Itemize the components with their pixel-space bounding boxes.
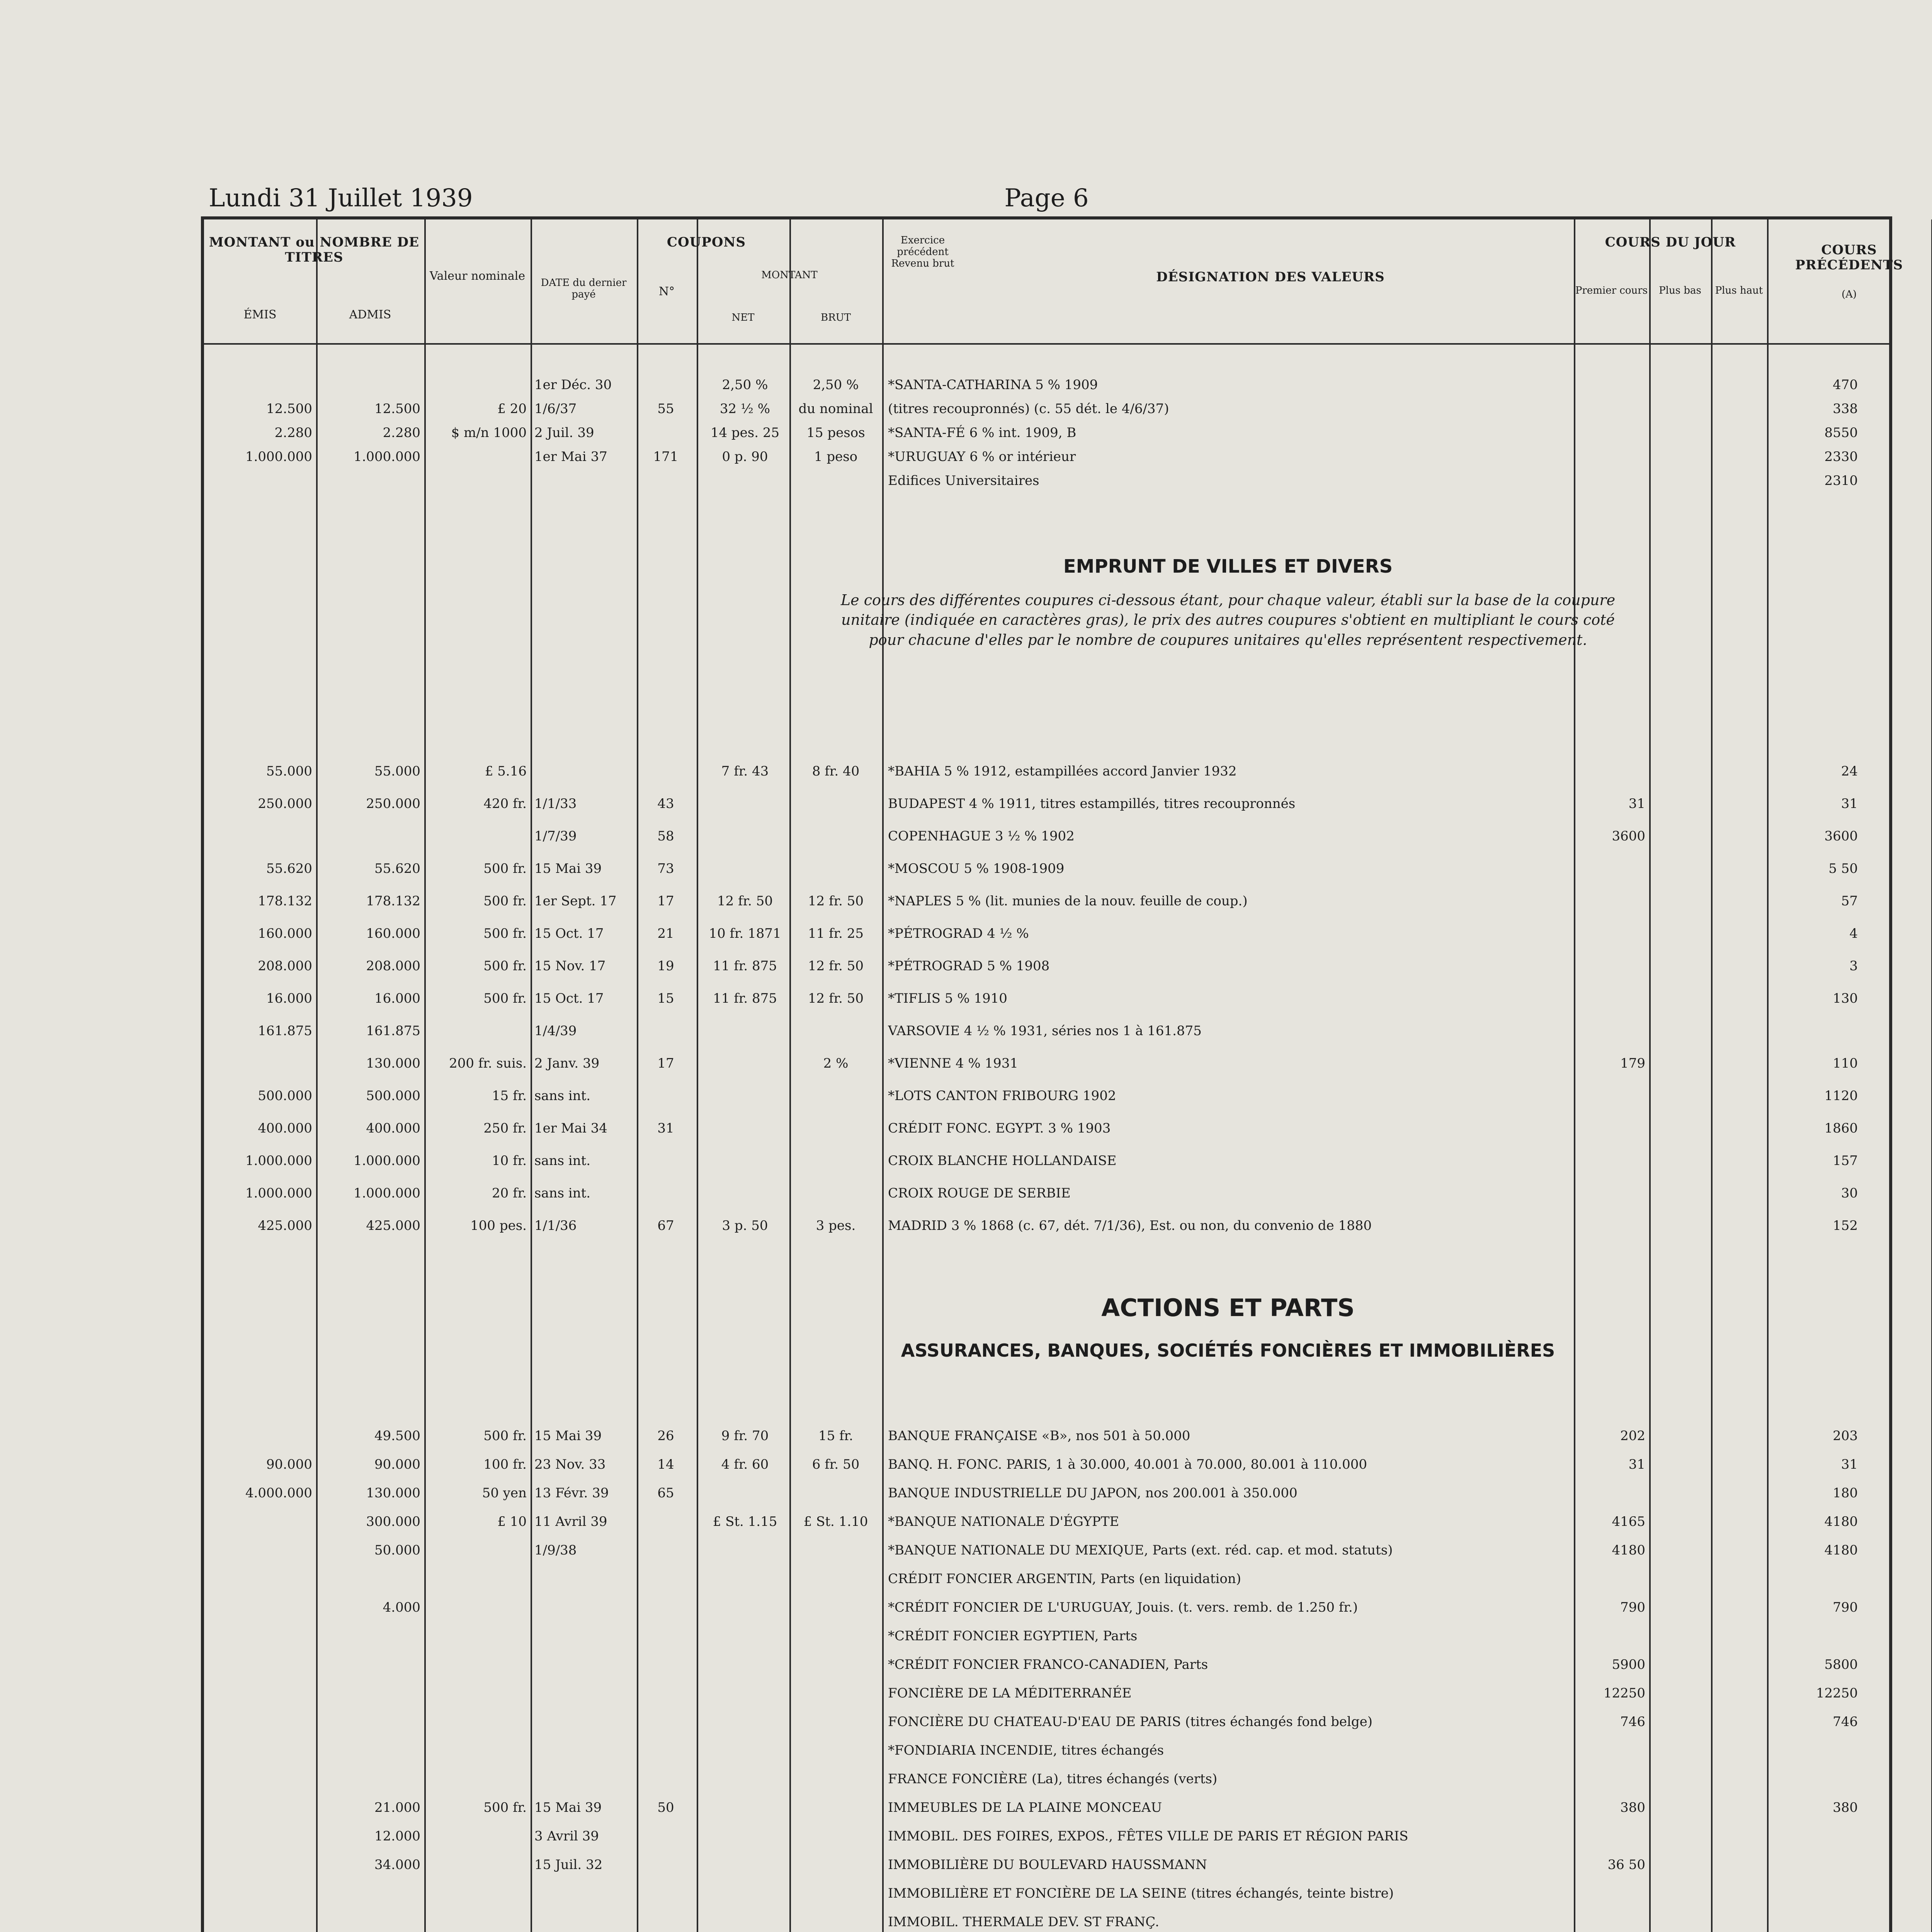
table-row xyxy=(204,1182,1889,1204)
cell-date: sans int. xyxy=(534,1153,591,1168)
cell-date: 1/1/36 xyxy=(534,1218,577,1233)
table-row xyxy=(204,1454,1889,1475)
cell-date: sans int. xyxy=(534,1088,591,1104)
cell-net: 4 fr. 60 xyxy=(721,1457,769,1472)
cell-cours-precedent: 1860 xyxy=(1824,1121,1858,1136)
cell-date: 15 Oct. 17 xyxy=(534,926,604,941)
cell-net: 2,50 % xyxy=(722,377,768,393)
cell-cours-precedent: 130 xyxy=(1833,991,1858,1006)
cell-designation: *NAPLES 5 % (lit. munies de la nouv. feuille de coup.) xyxy=(888,893,1248,909)
cell-emis: 425.000 xyxy=(258,1218,312,1233)
cell-emis: 55.000 xyxy=(266,764,312,779)
cell-numero: 67 xyxy=(657,1218,674,1233)
cell-date: 1/4/39 xyxy=(534,1023,577,1039)
cell-net: 14 pes. 25 xyxy=(710,425,780,440)
cell-premier-cours: 790 xyxy=(1620,1600,1645,1615)
table-row xyxy=(204,1568,1889,1590)
cell-admis: 90.000 xyxy=(374,1457,420,1472)
cell-admis: 250.000 xyxy=(366,796,420,811)
cell-date: 1er Déc. 30 xyxy=(534,377,612,393)
cell-numero: 15 xyxy=(657,991,674,1006)
header-emis: ÉMIS xyxy=(243,308,277,321)
cell-designation: VARSOVIE 4 ½ % 1931, séries nos 1 à 161.875 xyxy=(888,1023,1202,1039)
table-row xyxy=(204,1883,1889,1904)
cell-cours-precedent: 1120 xyxy=(1824,1088,1858,1104)
header-cours-du-jour: COURS DU JOUR xyxy=(1605,235,1736,250)
cell-emis: 90.000 xyxy=(266,1457,312,1472)
table-row xyxy=(204,398,1889,420)
cell-valeur: 500 fr. xyxy=(483,1428,527,1444)
cell-cours-precedent: 30 xyxy=(1841,1185,1858,1201)
cell-premier-cours: 5900 xyxy=(1612,1657,1645,1672)
table-row xyxy=(204,446,1889,468)
header-montant-coupon: MONTANT xyxy=(761,269,818,281)
cell-cours-precedent: 4180 xyxy=(1824,1514,1858,1529)
cell-designation: (titres recoupronnés) (c. 55 dét. le 4/6/37) xyxy=(888,401,1169,417)
cell-admis: 500.000 xyxy=(366,1088,420,1104)
cell-designation: FONCIÈRE DE LA MÉDITERRANÉE xyxy=(888,1685,1132,1701)
cell-cours-precedent: 180 xyxy=(1833,1485,1858,1501)
cell-premier-cours: 31 xyxy=(1628,1457,1645,1472)
table-row xyxy=(204,955,1889,977)
cell-emis: 2.280 xyxy=(274,425,312,440)
cell-designation: COPENHAGUE 3 ½ % 1902 xyxy=(888,828,1075,844)
cell-premier-cours: 179 xyxy=(1620,1056,1645,1071)
cell-admis: 130.000 xyxy=(366,1056,420,1071)
header-date-paye: DATE du dernier payé xyxy=(541,277,627,300)
table-row xyxy=(204,1625,1889,1647)
cell-date: 1er Mai 37 xyxy=(534,449,607,464)
cell-brut: 6 fr. 50 xyxy=(812,1457,860,1472)
cell-valeur: 250 fr. xyxy=(483,1121,527,1136)
cell-brut: 15 pesos xyxy=(806,425,865,440)
cell-cours-precedent: 338 xyxy=(1833,401,1858,417)
cell-designation: IMMOBILIÈRE DU BOULEVARD HAUSSMANN xyxy=(888,1857,1207,1872)
table-row xyxy=(204,1511,1889,1532)
cell-date: 15 Mai 39 xyxy=(534,1428,602,1444)
cell-designation: IMMOBILIÈRE ET FONCIÈRE DE LA SEINE (titres échangés, teinte bistre) xyxy=(888,1886,1394,1901)
cell-admis: 34.000 xyxy=(374,1857,420,1872)
cell-admis: 49.500 xyxy=(374,1428,420,1444)
table-row xyxy=(204,760,1889,782)
header-plus-haut: Plus haut xyxy=(1715,285,1763,296)
table-row xyxy=(204,988,1889,1009)
cell-emis: 1.000.000 xyxy=(245,1153,312,1168)
cell-designation: *BANQUE NATIONALE DU MEXIQUE, Parts (ext. réd. cap. et mod. statuts) xyxy=(888,1543,1393,1558)
cell-cours-precedent: 157 xyxy=(1833,1153,1858,1168)
cell-designation: *PÉTROGRAD 5 % 1908 xyxy=(888,958,1050,974)
cell-designation: BANQUE FRANÇAISE «B», nos 501 à 50.000 xyxy=(888,1428,1190,1444)
cell-cours-precedent: 3600 xyxy=(1824,828,1858,844)
cell-date: 2 Janv. 39 xyxy=(534,1056,600,1071)
cell-admis: 160.000 xyxy=(366,926,420,941)
cell-date: 13 Févr. 39 xyxy=(534,1485,609,1501)
header-valeur-nominale: Valeur nominale xyxy=(429,269,526,283)
cell-date: 15 Mai 39 xyxy=(534,1800,602,1815)
cell-premier-cours: 3600 xyxy=(1612,828,1645,844)
cell-valeur: £ 5.16 xyxy=(485,764,527,779)
cell-admis: 12.500 xyxy=(374,401,420,417)
cell-premier-cours: 12250 xyxy=(1603,1685,1645,1701)
table-row xyxy=(204,825,1889,847)
cell-cours-precedent: 8550 xyxy=(1824,425,1858,440)
cell-admis: 1.000.000 xyxy=(353,449,420,464)
cell-cours-precedent: 746 xyxy=(1833,1714,1858,1730)
cell-valeur: 100 pes. xyxy=(470,1218,527,1233)
cell-designation: *PÉTROGRAD 4 ½ % xyxy=(888,926,1029,941)
cell-numero: 14 xyxy=(657,1457,674,1472)
cell-cours-precedent: 12250 xyxy=(1816,1685,1858,1701)
header-plus-bas: Plus bas xyxy=(1659,285,1701,296)
cell-emis: 55.620 xyxy=(266,861,312,876)
cell-numero: 17 xyxy=(657,1056,674,1071)
cell-cours-precedent: 152 xyxy=(1833,1218,1858,1233)
cell-admis: 50.000 xyxy=(374,1543,420,1558)
cell-emis: 1.000.000 xyxy=(245,1185,312,1201)
header-cours-precedents: COURS PRÉCÉDENTS xyxy=(1795,242,1903,273)
cell-numero: 43 xyxy=(657,796,674,811)
cell-admis: 2.280 xyxy=(383,425,420,440)
cell-admis: 425.000 xyxy=(366,1218,420,1233)
cell-designation: *SANTA-CATHARINA 5 % 1909 xyxy=(888,377,1098,393)
cell-designation: *CRÉDIT FONCIER EGYPTIEN, Parts xyxy=(888,1628,1138,1644)
cell-numero: 17 xyxy=(657,893,674,909)
table-row xyxy=(204,1482,1889,1504)
cell-net: 3 p. 50 xyxy=(722,1218,768,1233)
cell-designation: *VIENNE 4 % 1931 xyxy=(888,1056,1019,1071)
header-numero: N° xyxy=(658,285,675,298)
cell-valeur: 100 fr. xyxy=(483,1457,527,1472)
table-row xyxy=(204,1797,1889,1818)
cell-date: 15 Mai 39 xyxy=(534,861,602,876)
header-brut: BRUT xyxy=(821,312,851,323)
cell-admis: 21.000 xyxy=(374,1800,420,1815)
cell-numero: 21 xyxy=(657,926,674,941)
table-row xyxy=(204,470,1889,492)
cell-numero: 26 xyxy=(657,1428,674,1444)
cell-premier-cours: 36 50 xyxy=(1607,1857,1645,1872)
cell-designation: *BAHIA 5 % 1912, estampillées accord Janvier 1932 xyxy=(888,764,1237,779)
cell-valeur: 500 fr. xyxy=(483,958,527,974)
cell-date: 3 Avril 39 xyxy=(534,1828,599,1844)
cell-brut: 12 fr. 50 xyxy=(808,991,864,1006)
table-row xyxy=(204,422,1889,444)
cell-designation: CROIX ROUGE DE SERBIE xyxy=(888,1185,1071,1201)
cell-valeur: 20 fr. xyxy=(492,1185,527,1201)
cell-brut: 15 fr. xyxy=(818,1428,853,1444)
cell-designation: BANQUE INDUSTRIELLE DU JAPON, nos 200.001 à 350.000 xyxy=(888,1485,1298,1501)
cell-admis: 16.000 xyxy=(374,991,420,1006)
cell-emis: 208.000 xyxy=(258,958,312,974)
cell-emis: 1.000.000 xyxy=(245,449,312,464)
cell-brut: 2,50 % xyxy=(813,377,859,393)
cell-emis: 500.000 xyxy=(258,1088,312,1104)
table-row xyxy=(204,1020,1889,1042)
cell-date: 1er Sept. 17 xyxy=(534,893,617,909)
cell-admis: 1.000.000 xyxy=(353,1185,420,1201)
cell-premier-cours: 202 xyxy=(1620,1428,1645,1444)
cell-valeur: 420 fr. xyxy=(483,796,527,811)
cell-numero: 50 xyxy=(657,1800,674,1815)
cell-cours-precedent: 203 xyxy=(1833,1428,1858,1444)
cell-admis: 161.875 xyxy=(366,1023,420,1039)
cell-numero: 65 xyxy=(657,1485,674,1501)
cell-brut: 3 pes. xyxy=(816,1218,856,1233)
cell-brut: 12 fr. 50 xyxy=(808,958,864,974)
cell-admis: 55.000 xyxy=(374,764,420,779)
cell-admis: 300.000 xyxy=(366,1514,420,1529)
cell-emis: 12.500 xyxy=(266,401,312,417)
cell-valeur: 500 fr. xyxy=(483,861,527,876)
cell-brut: 1 peso xyxy=(814,449,858,464)
cell-net: 12 fr. 50 xyxy=(717,893,773,909)
cell-designation: IMMOBIL. DES FOIRES, EXPOS., FÊTES VILLE DE PARIS ET RÉGION PARIS xyxy=(888,1828,1408,1844)
cell-cours-precedent: 2330 xyxy=(1824,449,1858,464)
cell-admis: 208.000 xyxy=(366,958,420,974)
cell-designation: IMMEUBLES DE LA PLAINE MONCEAU xyxy=(888,1800,1162,1815)
cell-valeur: 500 fr. xyxy=(483,991,527,1006)
cell-admis: 130.000 xyxy=(366,1485,420,1501)
table-row xyxy=(204,1215,1889,1236)
cell-admis: 400.000 xyxy=(366,1121,420,1136)
cell-designation: MADRID 3 % 1868 (c. 67, dét. 7/1/36), Est. ou non, du convenio de 1880 xyxy=(888,1218,1372,1233)
cell-date: 15 Oct. 17 xyxy=(534,991,604,1006)
cell-date: 1/9/38 xyxy=(534,1543,577,1558)
table-row xyxy=(204,890,1889,912)
cell-date: 1/6/37 xyxy=(534,401,577,417)
cell-premier-cours: 380 xyxy=(1620,1800,1645,1815)
table-row xyxy=(204,1597,1889,1618)
cell-valeur: 500 fr. xyxy=(483,893,527,909)
cell-valeur: £ 20 xyxy=(497,401,527,417)
cell-cours-precedent: 470 xyxy=(1833,377,1858,393)
cell-date: 1er Mai 34 xyxy=(534,1121,607,1136)
cell-cours-precedent: 57 xyxy=(1841,893,1858,909)
cell-designation: *MOSCOU 5 % 1908-1909 xyxy=(888,861,1065,876)
cell-cours-precedent: 24 xyxy=(1841,764,1858,779)
cell-date: 1/1/33 xyxy=(534,796,577,811)
section-title-actions: ACTIONS ET PARTS xyxy=(1101,1294,1355,1322)
cell-date: 23 Nov. 33 xyxy=(534,1457,606,1472)
page-number: Page 6 xyxy=(1004,184,1089,213)
cell-net: 11 fr. 875 xyxy=(713,991,777,1006)
stock-table xyxy=(201,216,1903,1932)
table-row xyxy=(204,1425,1889,1447)
table-row xyxy=(204,1682,1889,1704)
cell-numero: 19 xyxy=(657,958,674,974)
cell-designation: *SANTA-FÉ 6 % int. 1909, B xyxy=(888,425,1077,440)
header-montant: MONTANT ou NOMBRE DE TITRES xyxy=(209,235,420,265)
cell-cours-precedent: 380 xyxy=(1833,1800,1858,1815)
cell-brut: 2 % xyxy=(823,1056,849,1071)
table-row xyxy=(204,923,1889,944)
header-premier-cours: Premier cours xyxy=(1575,285,1648,296)
table-row xyxy=(204,1740,1889,1761)
table-row xyxy=(204,1150,1889,1172)
table-row xyxy=(204,793,1889,815)
cell-cours-precedent: 4180 xyxy=(1824,1543,1858,1558)
cell-designation: CROIX BLANCHE HOLLANDAISE xyxy=(888,1153,1117,1168)
cell-cours-precedent: 5800 xyxy=(1824,1657,1858,1672)
header-admis: ADMIS xyxy=(349,308,391,321)
table-row xyxy=(204,1768,1889,1790)
cell-premier-cours: 4180 xyxy=(1612,1543,1645,1558)
header-cours-precedents-note: (A) xyxy=(1841,289,1857,300)
cell-admis: 55.620 xyxy=(374,861,420,876)
cell-date: 11 Avril 39 xyxy=(534,1514,607,1529)
cell-admis: 178.132 xyxy=(366,893,420,909)
cell-date: 15 Juil. 32 xyxy=(534,1857,603,1872)
cell-net: 9 fr. 70 xyxy=(721,1428,769,1444)
cell-cours-precedent: 31 xyxy=(1841,1457,1858,1472)
cell-cours-precedent: 4 xyxy=(1849,926,1858,941)
cell-numero: 31 xyxy=(657,1121,674,1136)
cell-valeur: 500 fr. xyxy=(483,926,527,941)
cell-cours-precedent: 2310 xyxy=(1824,473,1858,488)
cell-valeur: 200 fr. suis. xyxy=(449,1056,527,1071)
cell-cours-precedent: 5 50 xyxy=(1828,861,1858,876)
cell-designation: FONCIÈRE DU CHATEAU-D'EAU DE PARIS (titres échangés fond belge) xyxy=(888,1714,1373,1730)
cell-premier-cours: 31 xyxy=(1628,796,1645,811)
cell-admis: 1.000.000 xyxy=(353,1153,420,1168)
cell-net: 32 ½ % xyxy=(719,401,770,417)
cell-numero: 58 xyxy=(657,828,674,844)
emprunts-note: Le cours des différentes coupures ci-dessous étant, pour chaque valeur, établi sur la base de la coupure unitaire (indiquée en caractères gras), le prix des autres coupures s'obtient en multipliant le cours coté pour chacune d'elles par le nombre de coupures unitaires qu'elles représentent respectivement. xyxy=(840,592,1616,648)
cell-emis: 160.000 xyxy=(258,926,312,941)
issue-date: Lundi 31 Juillet 1939 xyxy=(209,184,473,213)
cell-valeur: 500 fr. xyxy=(483,1800,527,1815)
cell-designation: BANQ. H. FONC. PARIS, 1 à 30.000, 40.001 à 70.000, 80.001 à 110.000 xyxy=(888,1457,1367,1472)
cell-premier-cours: 746 xyxy=(1620,1714,1645,1730)
cell-cours-precedent: 31 xyxy=(1841,796,1858,811)
cell-admis: 12.000 xyxy=(374,1828,420,1844)
cell-cours-precedent: 110 xyxy=(1833,1056,1858,1071)
cell-designation: Edifices Universitaires xyxy=(888,473,1039,488)
cell-net: 7 fr. 43 xyxy=(721,764,769,779)
cell-designation: *FONDIARIA INCENDIE, titres échangés xyxy=(888,1743,1164,1758)
table-row xyxy=(204,1854,1889,1876)
cell-net: 0 p. 90 xyxy=(722,449,768,464)
table-row xyxy=(204,1085,1889,1107)
cell-cours-precedent: 3 xyxy=(1849,958,1858,974)
cell-date: 15 Nov. 17 xyxy=(534,958,606,974)
table-row xyxy=(204,1053,1889,1074)
cell-date: 2 Juil. 39 xyxy=(534,425,594,440)
cell-designation: IMMOBIL. THERMALE DEV. ST FRANÇ. xyxy=(888,1914,1160,1930)
header-coupons: COUPONS xyxy=(667,235,746,250)
cell-net: 10 fr. 1871 xyxy=(709,926,781,941)
table-row xyxy=(204,1654,1889,1675)
cell-valeur: $ m/n 1000 xyxy=(451,425,527,440)
table-row xyxy=(204,1539,1889,1561)
cell-numero: 73 xyxy=(657,861,674,876)
cell-brut: 11 fr. 25 xyxy=(808,926,864,941)
cell-designation: FRANCE FONCIÈRE (La), titres échangés (verts) xyxy=(888,1771,1218,1787)
cell-numero: 55 xyxy=(657,401,674,417)
cell-designation: *CRÉDIT FONCIER DE L'URUGUAY, Jouis. (t. vers. remb. de 1.250 fr.) xyxy=(888,1600,1358,1615)
header-exercice: Exercice précédent Revenu brut xyxy=(891,235,954,269)
cell-brut: du nominal xyxy=(798,401,873,417)
cell-valeur: 50 yen xyxy=(482,1485,527,1501)
header-designation: DÉSIGNATION DES VALEURS xyxy=(1156,269,1385,285)
cell-designation: BUDAPEST 4 % 1911, titres estampillés, titres recoupronnés xyxy=(888,796,1296,811)
cell-brut: 8 fr. 40 xyxy=(812,764,860,779)
cell-date: 1/7/39 xyxy=(534,828,577,844)
masthead xyxy=(209,170,1884,213)
cell-emis: 161.875 xyxy=(258,1023,312,1039)
cell-emis: 400.000 xyxy=(258,1121,312,1136)
cell-emis: 178.132 xyxy=(258,893,312,909)
cell-numero: 171 xyxy=(653,449,679,464)
cell-admis: 4.000 xyxy=(383,1600,420,1615)
cell-brut: £ St. 1.10 xyxy=(803,1514,868,1529)
cell-valeur: 10 fr. xyxy=(492,1153,527,1168)
table-row xyxy=(204,1825,1889,1847)
table-row xyxy=(204,858,1889,879)
table-row xyxy=(204,1117,1889,1139)
cell-designation: *URUGUAY 6 % or intérieur xyxy=(888,449,1076,464)
cell-designation: *TIFLIS 5 % 1910 xyxy=(888,991,1007,1006)
cell-designation: *BANQUE NATIONALE D'ÉGYPTE xyxy=(888,1514,1119,1529)
cell-designation: CRÉDIT FONCIER ARGENTIN, Parts (en liquidation) xyxy=(888,1571,1242,1587)
cell-designation: *LOTS CANTON FRIBOURG 1902 xyxy=(888,1088,1116,1104)
cell-net: 11 fr. 875 xyxy=(713,958,777,974)
cell-date: sans int. xyxy=(534,1185,591,1201)
section-title-assurances: ASSURANCES, BANQUES, SOCIÉTÉS FONCIÈRES ET IMMOBILIÈRES xyxy=(901,1340,1555,1361)
cell-designation: *CRÉDIT FONCIER FRANCO-CANADIEN, Parts xyxy=(888,1657,1208,1672)
cell-cours-precedent: 790 xyxy=(1833,1600,1858,1615)
cell-designation: CRÉDIT FONC. EGYPT. 3 % 1903 xyxy=(888,1121,1111,1136)
cell-net: £ St. 1.15 xyxy=(713,1514,777,1529)
table-row xyxy=(204,1711,1889,1733)
table-row xyxy=(204,1911,1889,1932)
cell-valeur: 15 fr. xyxy=(492,1088,527,1104)
table-row xyxy=(204,374,1889,396)
cell-emis: 16.000 xyxy=(266,991,312,1006)
cell-valeur: £ 10 xyxy=(497,1514,527,1529)
cell-emis: 250.000 xyxy=(258,796,312,811)
section-title-emprunts: EMPRUNT DE VILLES ET DIVERS xyxy=(1063,556,1393,577)
cell-brut: 12 fr. 50 xyxy=(808,893,864,909)
header-net: NET xyxy=(731,312,755,323)
cell-emis: 4.000.000 xyxy=(245,1485,312,1501)
cell-premier-cours: 4165 xyxy=(1612,1514,1645,1529)
